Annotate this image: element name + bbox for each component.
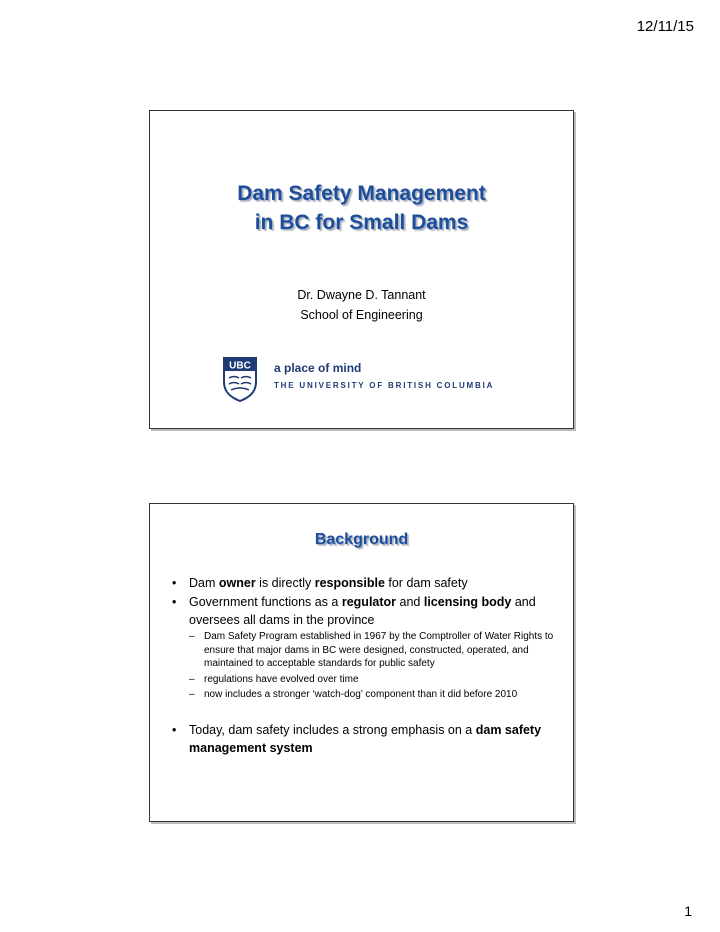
slide-title: Background: [314, 531, 409, 548]
bullet-item: • Dam owner is directly responsible for dam safety: [170, 574, 555, 592]
university-name: THE UNIVERSITY OF BRITISH COLUMBIA: [274, 381, 495, 390]
sub-bullet-list: [189, 630, 555, 702]
logo-tagline: a place of mind: [274, 361, 362, 375]
slide-title: [150, 179, 573, 237]
page-number: 1: [684, 903, 692, 919]
sub-bullet-item: – Dam Safety Program established in 1967 by the Comptroller of Water Rights to ensure that major dams in BC were designed, constructed, operated, and maintained to acceptable standards for public safety: [189, 630, 555, 671]
title-slide: [149, 110, 574, 429]
bullet-list: [170, 574, 555, 758]
sub-bullet-item: – now includes a stronger ‘watch-dog’ component than it did before 2010: [189, 688, 555, 702]
bullet-item: • Today, dam safety includes a strong emphasis on a dam safety management system: [170, 721, 555, 757]
title-line-2: in BC for Small Dams: [254, 211, 469, 234]
bullet-item: • Government functions as a regulator and licensing body and oversees all dams in the province – Dam Safety Program established in 1967 by the Comptroller of Water Rights to ensure that major dams in BC were designed, constructed, operated, and maintained to acceptable standards for public safety – regulations have evolved over time – now includes a stronger ‘watch-dog’ component than it did before 2010: [170, 593, 555, 702]
crest-text: UBC: [229, 360, 251, 372]
ubc-crest-icon: [222, 356, 258, 402]
page-date: 12/11/15: [636, 18, 694, 35]
author-name: Dr. Dwayne D. Tannant: [297, 288, 426, 302]
title-line-1: Dam Safety Management: [237, 182, 486, 205]
background-slide: [149, 503, 574, 822]
sub-bullet-item: – regulations have evolved over time: [189, 673, 555, 687]
affiliation: School of Engineering: [300, 308, 423, 322]
author-block: [150, 285, 573, 325]
